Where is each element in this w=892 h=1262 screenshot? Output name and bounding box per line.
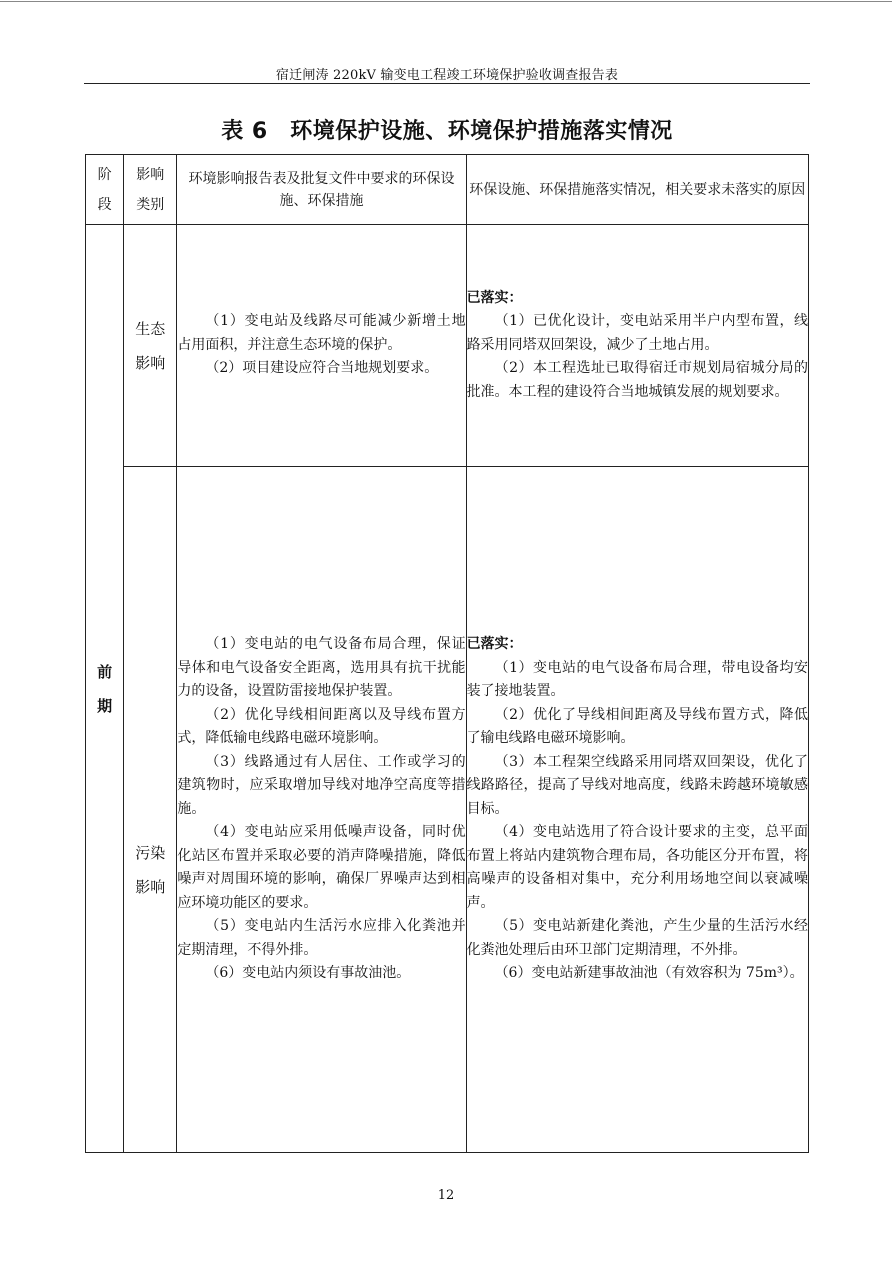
header-category-line2: 类别 <box>136 196 165 213</box>
implemented-label: 已落实： <box>466 636 523 653</box>
header-requirements: 环境影响报告表及批复文件中要求的环保设施、环保措施 <box>177 155 466 225</box>
implementation-item: （2）本工程选址已取得宿迁市规划局宿城分局的批准。本工程的建设符合当地城镇发展的规划要求。 <box>466 360 808 400</box>
requirements-cell-ecology <box>177 225 466 467</box>
implementation-cell-pollution <box>466 467 808 1153</box>
implementation-item: （5）变电站新建化粪池，产生少量的生活污水经化粪池处理后由环卫部门定期清理，不外排。 <box>466 918 808 958</box>
requirement-item: （2）优化导线相间距离以及导线布置方式，降低输电线路电磁环境影响。 <box>177 706 466 747</box>
page-header: 宿迁闸涛 220kV 输变电工程竣工环境保护验收调查报告表 <box>275 68 619 83</box>
measures-table <box>85 154 809 1153</box>
implementation-item: （1）变电站的电气设备布局合理，带电设备均安装了接地装置。 <box>466 659 808 700</box>
stage-line2: 期 <box>97 696 113 715</box>
category-line1: 污染 <box>135 843 166 862</box>
category-cell-pollution <box>124 467 177 1153</box>
header-stage-line2: 段 <box>97 196 112 213</box>
implementation-cell-ecology <box>466 225 808 467</box>
table-row-pollution <box>86 467 809 1153</box>
page-number: 12 <box>437 1188 455 1203</box>
implementation-item: （6）变电站新建事故油池（有效容积为 75m³）。 <box>494 965 804 982</box>
table-header-row <box>86 155 809 225</box>
requirement-item: （5）变电站内生活污水应排入化粪池并定期清理，不得外排。 <box>177 918 466 958</box>
category-cell-ecology <box>124 225 177 467</box>
table-row-ecology <box>86 225 809 467</box>
requirement-item: （2）项目建设应符合当地规划要求。 <box>205 360 439 377</box>
requirement-item: （1）变电站及线路尽可能减少新增土地占用面积，并注意生态环境的保护。 <box>177 313 466 353</box>
header-rule <box>84 83 810 84</box>
header-stage <box>86 155 124 225</box>
stage-line1: 前 <box>97 662 113 681</box>
header-stage-line1: 阶 <box>97 166 112 183</box>
requirement-item: （6）变电站内须设有事故油池。 <box>205 965 411 982</box>
stage-cell <box>86 225 124 1153</box>
implementation-item: （4）变电站选用了符合设计要求的主变，总平面布置上将站内建筑物合理布局，各功能区分开布置，将高噪声的设备相对集中，充分利用场地空间以衰减噪声。 <box>466 824 808 911</box>
category-line1: 生态 <box>135 319 166 338</box>
header-category-line1: 影响 <box>136 166 165 183</box>
table-title: 表 6 环境保护设施、环境保护措施落实情况 <box>221 119 673 144</box>
requirement-item: （1）变电站的电气设备布局合理，保证导体和电气设备安全距离，选用具有抗干扰能力的设备，设置防雷接地保护装置。 <box>177 636 466 700</box>
requirements-cell-pollution <box>177 467 466 1153</box>
category-line2: 影响 <box>135 353 166 372</box>
category-line2: 影响 <box>135 877 166 896</box>
header-implementation: 环保设施、环保措施落实情况，相关要求未落实的原因 <box>466 155 808 225</box>
implementation-item: （2）优化了导线相间距离及导线布置方式，降低了输电线路电磁环境影响。 <box>466 706 808 747</box>
top-border-line <box>0 1 892 2</box>
requirement-item: （4）变电站应采用低噪声设备，同时优化站区布置并采取必要的消声降噪措施，降低噪声对周围环境的影响，确保厂界噪声达到相应环境功能区的要求。 <box>177 824 466 911</box>
header-category <box>124 155 177 225</box>
requirement-item: （3）线路通过有人居住、工作或学习的建筑物时，应采取增加导线对地净空高度等措施。 <box>177 753 466 817</box>
implemented-label: 已落实： <box>466 289 523 306</box>
implementation-item: （3）本工程架空线路采用同塔双回架设，优化了线路路径，提高了导线对地高度，线路未跨越环境敏感目标。 <box>466 753 808 817</box>
implementation-item: （1）已优化设计，变电站采用半户内型布置，线路采用同塔双回架设，减少了土地占用。 <box>466 313 808 353</box>
